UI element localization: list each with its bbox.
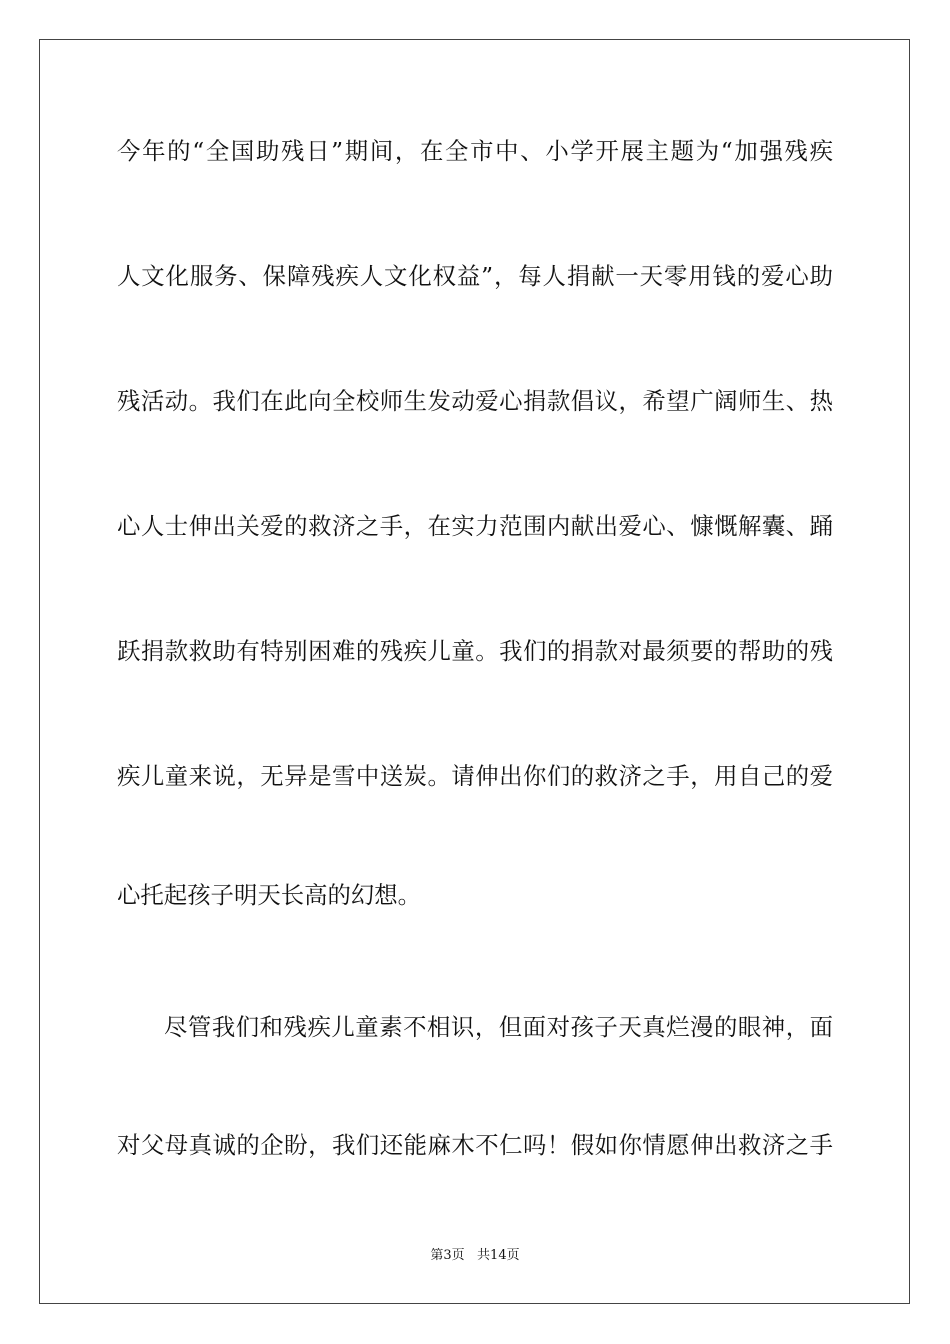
body-text-line: 人文化服务、保障残疾人文化权益”，每人捐献一天零用钱的爱心助 xyxy=(117,262,833,290)
body-text-line: 疾儿童来说，无异是雪中送炭。请伸出你们的救济之手，用自己的爱 xyxy=(117,762,833,790)
body-text-line: 今年的“全国助残日”期间，在全市中、小学开展主题为“加强残疾 xyxy=(117,137,833,165)
body-text-line: 残活动。我们在此向全校师生发动爱心捐款倡议，希望广阔师生、热 xyxy=(117,387,833,415)
body-text-line: 心托起孩子明天长高的幻想。 xyxy=(117,881,422,909)
body-text-line: 心人士伸出关爱的救济之手，在实力范围内献出爱心、慷慨解囊、踊 xyxy=(117,512,833,540)
page-number-footer: 第3页 共14页 xyxy=(430,1248,520,1263)
body-text-line: 跃捐款救助有特别困难的残疾儿童。我们的捐款对最须要的帮助的残 xyxy=(117,637,833,665)
paragraph-first-line: 尽管我们和残疾儿童素不相识，但面对孩子天真烂漫的眼神，面 xyxy=(164,1013,833,1041)
page-frame xyxy=(39,39,910,1304)
body-text-line: 对父母真诚的企盼，我们还能麻木不仁吗！假如你情愿伸出救济之手 xyxy=(117,1131,833,1159)
